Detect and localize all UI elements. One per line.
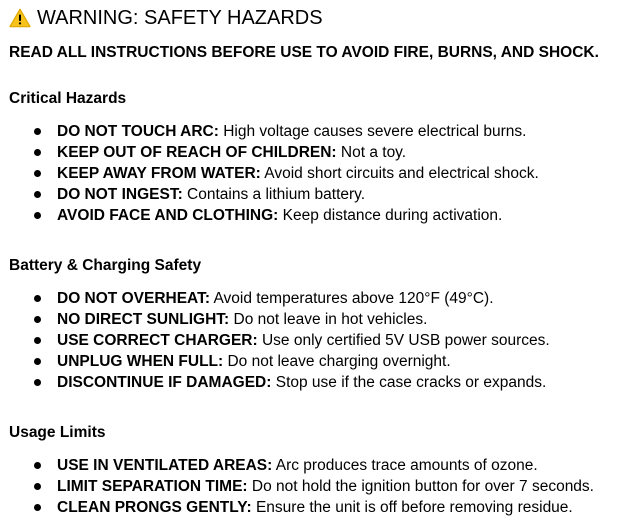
bullet-icon (34, 212, 41, 219)
bullet-icon (34, 358, 41, 365)
item-text: Do not leave in hot vehicles. (233, 311, 428, 328)
item-text: Use only certified 5V USB power sources. (261, 332, 550, 349)
bullet-icon (34, 170, 41, 177)
list-item (9, 121, 539, 142)
bullet-icon (34, 295, 41, 302)
bullet-icon (34, 483, 41, 490)
item-key: DO NOT INGEST: (57, 186, 183, 203)
item-text: Avoid short circuits and electrical shock. (264, 165, 539, 182)
item-text: Do not leave charging overnight. (227, 353, 451, 370)
list-item (9, 142, 539, 163)
list-item (9, 309, 550, 330)
item-key: DISCONTINUE IF DAMAGED: (57, 374, 272, 391)
bullet-icon (34, 149, 41, 156)
item-key: KEEP AWAY FROM WATER: (57, 165, 261, 182)
item-text: Not a toy. (340, 144, 407, 161)
list-item (9, 497, 594, 518)
list-item (9, 205, 539, 226)
section-heading-critical-hazards: Critical Hazards (9, 90, 127, 107)
list-item (9, 288, 550, 309)
header (9, 6, 323, 30)
section-heading-battery-charging-safety: Battery & Charging Safety (9, 257, 202, 274)
usage-limits-list (9, 455, 594, 518)
bullet-icon (34, 462, 41, 469)
bullet-icon (34, 191, 41, 198)
item-text: Do not hold the ignition button for over 7 seconds. (251, 478, 594, 495)
list-item (9, 455, 594, 476)
list-item (9, 163, 539, 184)
item-text: Arc produces trace amounts of ozone. (275, 457, 538, 474)
item-key: KEEP OUT OF REACH OF CHILDREN: (57, 144, 337, 161)
item-key: NO DIRECT SUNLIGHT: (57, 311, 230, 328)
item-text: Contains a lithium battery. (187, 186, 366, 203)
bullet-icon (34, 337, 41, 344)
section-heading-usage-limits: Usage Limits (9, 424, 106, 441)
item-key: CLEAN PRONGS GENTLY: (57, 499, 252, 516)
critical-hazards-list (9, 121, 539, 226)
list-item (9, 330, 550, 351)
item-text: Ensure the unit is off before removing residue. (255, 499, 573, 516)
list-item (9, 372, 550, 393)
item-text: Keep distance during activation. (282, 207, 503, 224)
item-key: UNPLUG WHEN FULL: (57, 353, 224, 370)
bullet-icon (34, 379, 41, 386)
list-item (9, 351, 550, 372)
item-key: AVOID FACE AND CLOTHING: (57, 207, 279, 224)
item-text: High voltage causes severe electrical burns. (223, 123, 527, 140)
warning-icon (9, 8, 31, 28)
bullet-icon (34, 316, 41, 323)
battery-charging-list (9, 288, 550, 393)
page-title: WARNING: SAFETY HAZARDS (37, 6, 323, 29)
item-text: Avoid temperatures above 120°F (49°C). (213, 290, 494, 307)
item-key: USE IN VENTILATED AREAS: (57, 457, 273, 474)
item-text: Stop use if the case cracks or expands. (275, 374, 547, 391)
bullet-icon (34, 128, 41, 135)
item-key: USE CORRECT CHARGER: (57, 332, 258, 349)
item-key: DO NOT TOUCH ARC: (57, 123, 219, 140)
list-item (9, 476, 594, 497)
item-key: LIMIT SEPARATION TIME: (57, 478, 248, 495)
item-key: DO NOT OVERHEAT: (57, 290, 210, 307)
bullet-icon (34, 504, 41, 511)
intro-warning: READ ALL INSTRUCTIONS BEFORE USE TO AVOID FIRE, BURNS, AND SHOCK. (9, 44, 599, 61)
list-item (9, 184, 539, 205)
